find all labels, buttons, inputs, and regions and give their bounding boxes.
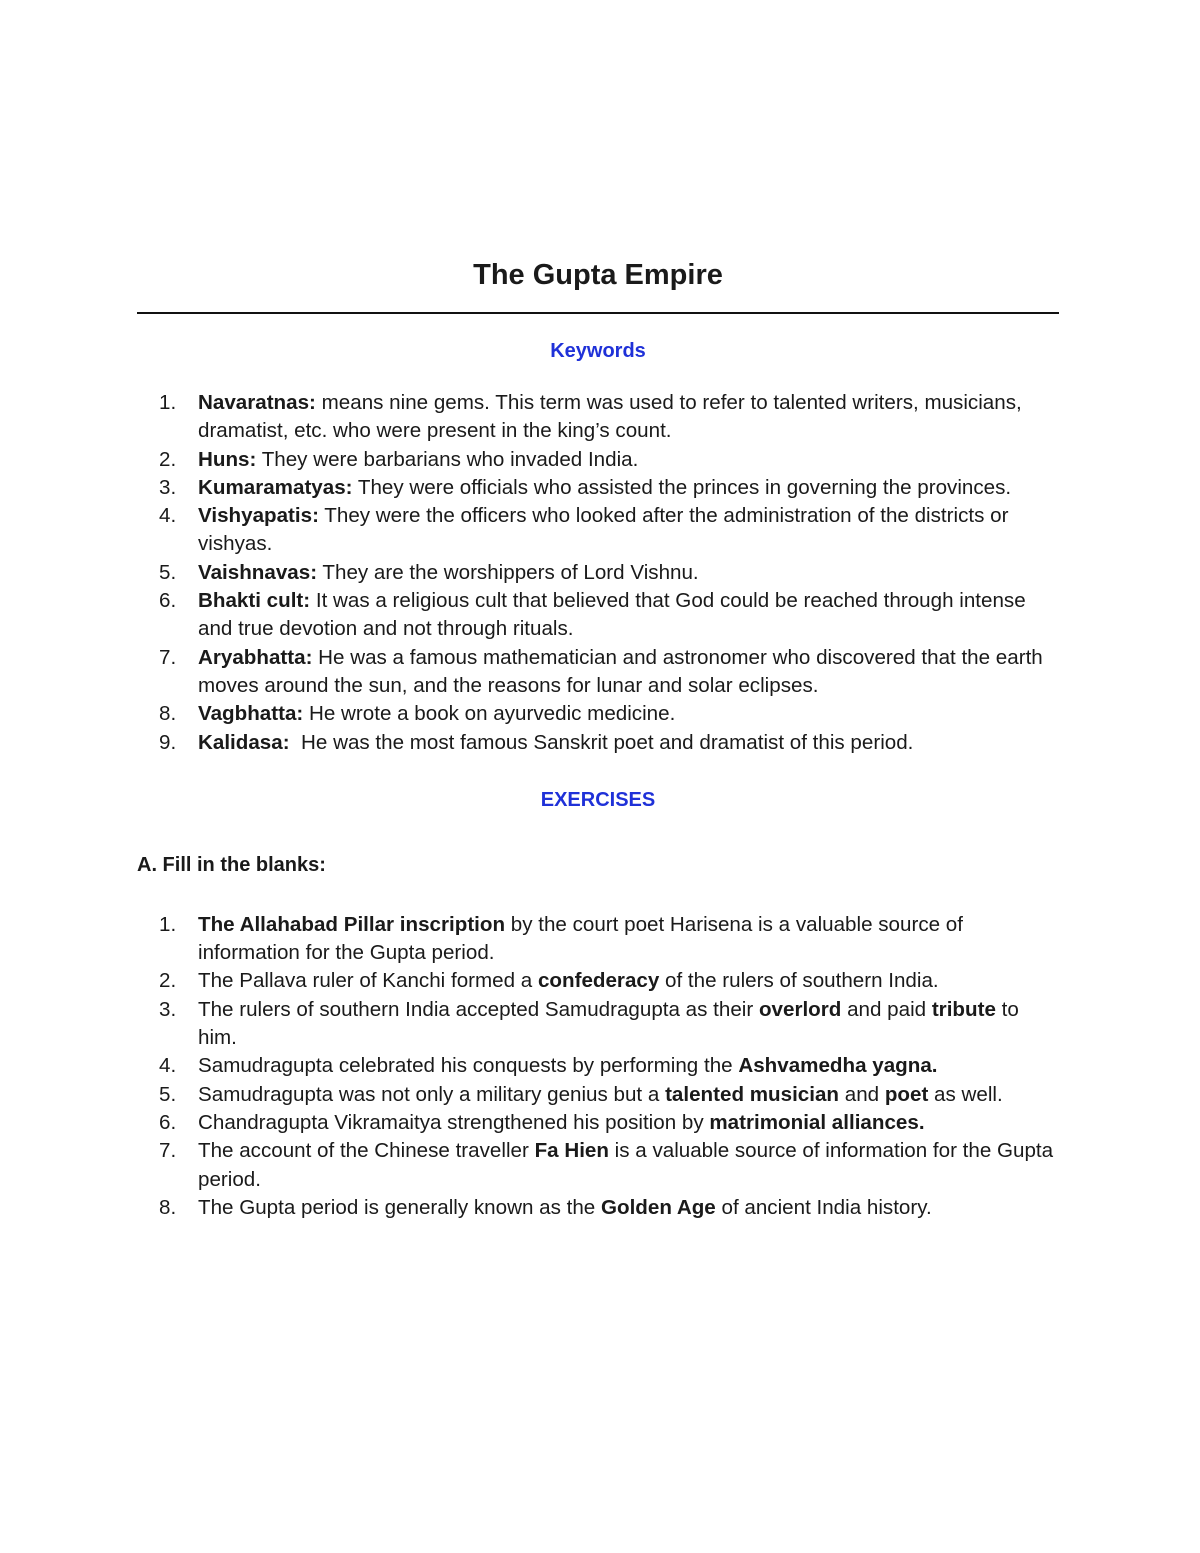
answer-text: overlord — [758, 997, 842, 1021]
keyword-item — [137, 587, 1059, 644]
keyword-term: Kumaramatyas: — [198, 475, 353, 499]
keyword-definition: It was a religious cult that believed that God could be reached through intense and true devotion and not through rituals. — [198, 589, 1032, 641]
sentence-text: The Pallava ruler of Kanchi formed a — [198, 969, 538, 993]
list-number: 1. — [159, 912, 177, 936]
keyword-definition: They were officials who assisted the princes in governing the provinces. — [352, 475, 1012, 499]
answer-text: Golden Age — [600, 1195, 716, 1219]
blank-item — [137, 1194, 1059, 1222]
sentence-text: by the court poet Harisena is a valuable source of information for the Gupta period. — [198, 912, 963, 965]
sentence-text: is a valuable source of information for the Gupta period. — [198, 1139, 1054, 1191]
keyword-item — [137, 559, 1059, 587]
answer-text: Ashvamedha yagna. — [738, 1054, 938, 1078]
list-number: 4. — [159, 1054, 177, 1078]
sentence-text: as well. — [928, 1082, 1003, 1106]
list-number: 1. — [159, 391, 177, 414]
list-number: 6. — [159, 1110, 177, 1134]
list-number: 7. — [159, 1139, 177, 1163]
sentence-text: of the rulers of southern India. — [659, 969, 939, 993]
keyword-definition: They were barbarians who invaded India. — [256, 447, 639, 471]
keyword-item — [137, 502, 1059, 559]
sentence-text: The account of the Chinese traveller — [198, 1139, 535, 1163]
document-page — [137, 250, 1059, 1222]
list-number: 8. — [159, 702, 177, 726]
sentence-text: of ancient India history. — [715, 1195, 932, 1219]
answer-text: confederacy — [537, 969, 660, 993]
keyword-item — [137, 700, 1059, 728]
page-title: The Gupta Empire — [473, 259, 723, 291]
list-number: 2. — [159, 969, 177, 993]
blank-item — [137, 996, 1059, 1053]
keywords-heading: Keywords — [550, 340, 646, 362]
keyword-term: Huns: — [198, 447, 257, 471]
sentence-text: The Gupta period is generally known as the — [198, 1195, 601, 1219]
answer-text: matrimonial alliances. — [709, 1110, 925, 1134]
keyword-item — [137, 474, 1059, 502]
list-number: 3. — [159, 475, 177, 499]
blank-item — [137, 1137, 1059, 1194]
keyword-term: Navaratnas: — [198, 391, 316, 414]
keyword-item — [137, 389, 1059, 446]
keyword-definition: He was the most famous Sanskrit poet and dramatist of this period. — [289, 730, 914, 754]
keyword-definition: He was a famous mathematician and astronomer who discovered that the earth moves around the sun, and the reasons for lunar and solar eclipses. — [198, 645, 1049, 697]
sentence-text: Samudragupta was not only a military genius but a — [198, 1082, 666, 1106]
fill-in-blanks-heading: A. Fill in the blanks: — [137, 853, 326, 876]
title-divider — [137, 312, 1059, 314]
keyword-item — [137, 729, 1059, 757]
answer-text: poet — [884, 1082, 929, 1106]
list-number: 6. — [159, 589, 177, 613]
blank-item — [137, 1081, 1059, 1109]
blank-item — [137, 1052, 1059, 1080]
keywords-list — [137, 389, 1059, 757]
keyword-term: Vishyapatis: — [198, 504, 319, 528]
keyword-definition: They are the worshippers of Lord Vishnu. — [317, 560, 699, 584]
sentence-text: The rulers of southern India accepted Samudragupta as their — [198, 997, 759, 1021]
blank-item — [137, 911, 1059, 968]
list-number: 2. — [159, 447, 177, 471]
keyword-term: Bhakti cult: — [198, 589, 311, 613]
answer-text: The Allahabad Pillar inscription — [198, 912, 506, 936]
list-number: 3. — [159, 997, 177, 1021]
keyword-definition: They were the officers who looked after the administration of the districts or vishyas. — [198, 504, 1015, 556]
list-number: 9. — [159, 730, 177, 754]
list-number: 5. — [159, 1082, 177, 1106]
keyword-definition: means nine gems. This term was used to refer to talented writers, musicians, dramatist, etc. who were present in the king’s count. — [198, 391, 1028, 443]
sentence-text: Chandragupta Vikramaitya strengthened his position by — [198, 1110, 710, 1134]
list-number: 7. — [159, 645, 177, 669]
sentence-text: Samudragupta celebrated his conquests by performing the — [198, 1054, 739, 1078]
list-number: 4. — [159, 504, 177, 528]
keyword-definition: He wrote a book on ayurvedic medicine. — [303, 702, 676, 726]
keyword-term: Vaishnavas: — [198, 560, 318, 584]
keyword-item — [137, 644, 1059, 701]
answer-text: talented musician — [665, 1082, 840, 1106]
keyword-term: Vagbhatta: — [198, 702, 304, 726]
blank-item — [137, 967, 1059, 995]
fill-in-blanks-list — [137, 911, 1059, 1222]
sentence-text: and paid — [841, 997, 932, 1021]
keyword-term: Aryabhatta: — [198, 645, 313, 669]
answer-text: tribute — [931, 997, 996, 1021]
list-number: 5. — [159, 560, 177, 584]
blank-item — [137, 1109, 1059, 1137]
answer-text: Fa Hien — [534, 1139, 609, 1163]
exercises-heading: EXERCISES — [540, 788, 656, 811]
sentence-text: to him. — [198, 997, 1019, 1050]
list-number: 8. — [159, 1195, 177, 1219]
keyword-term: Kalidasa: — [198, 730, 290, 754]
keyword-item — [137, 446, 1059, 474]
sentence-text: and — [839, 1082, 885, 1106]
